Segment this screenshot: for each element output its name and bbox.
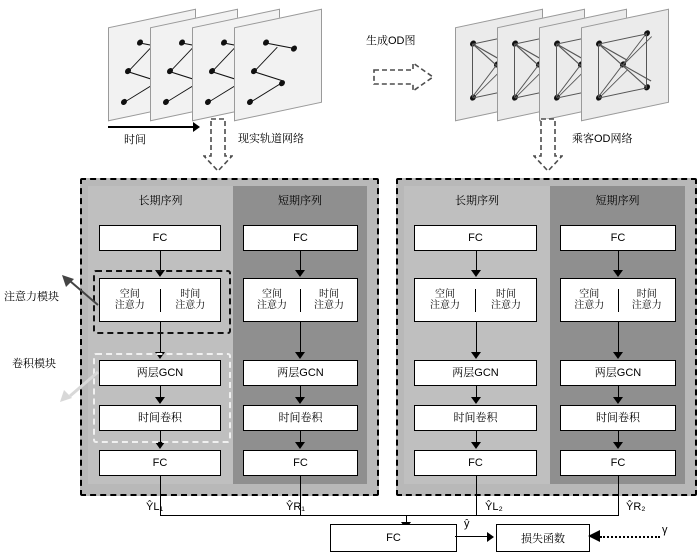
left-short-temporal-attention[interactable]: 时间 注意力 — [314, 288, 344, 311]
left-long-temporal-attention[interactable]: 时间 注意力 — [175, 288, 206, 311]
right-long-temporal-attention[interactable]: 时间 注意力 — [491, 288, 521, 311]
right-short-fc-top[interactable]: FC — [560, 225, 676, 251]
right-short-gcn[interactable]: 两层GCN — [560, 360, 676, 386]
od-plate-4 — [581, 9, 669, 122]
left-long-temporal-conv[interactable]: 时间卷积 — [99, 405, 221, 431]
time-label: 时间 — [124, 134, 146, 146]
right-long-arrow-1 — [471, 270, 481, 277]
od-network-label: 乘客OD网络 — [572, 133, 633, 145]
y-l2-label: ŶL₂ — [485, 501, 503, 513]
left-short-attention[interactable] — [243, 278, 358, 322]
left-long-arrow-3 — [155, 397, 165, 404]
left-long-conn-1 — [160, 251, 161, 271]
fc-to-loss-line — [455, 536, 488, 537]
left-short-spatial-attention[interactable]: 空间 注意力 — [244, 289, 301, 312]
left-short-gcn[interactable]: 两层GCN — [243, 360, 358, 386]
left-long-arrow-1 — [155, 270, 165, 277]
left-long-fc-top[interactable]: FC — [99, 225, 221, 251]
left-short-fc-top[interactable]: FC — [243, 225, 358, 251]
left-short-arrow-2 — [295, 352, 305, 359]
generate-od-label: 生成OD图 — [366, 35, 416, 47]
od-network-down-arrow-icon — [533, 118, 563, 172]
left-long-gcn[interactable]: 两层GCN — [99, 360, 221, 386]
right-short-arrow-3 — [613, 397, 623, 404]
loss-function-box[interactable]: 损失函数 — [496, 524, 590, 552]
bottom-fc-box[interactable]: FC — [330, 524, 457, 552]
left-short-arrow-1 — [295, 270, 305, 277]
merge-bar-left — [160, 515, 406, 516]
left-long-arrow-2 — [155, 352, 165, 359]
right-long-fc-bottom[interactable]: FC — [414, 450, 537, 476]
conv-module-pointer-icon — [58, 368, 100, 404]
right-short-arrow-4 — [613, 442, 623, 449]
right-long-attention[interactable] — [414, 278, 537, 322]
right-short-arrow-2 — [613, 352, 623, 359]
y-r2-drop — [618, 476, 619, 516]
attention-module-pointer-icon — [60, 275, 100, 310]
left-short-conn-1 — [300, 251, 301, 271]
right-long-conn-1 — [476, 251, 477, 271]
left-long-attention[interactable] — [99, 278, 221, 322]
right-long-arrow-3 — [471, 397, 481, 404]
generate-od-arrow-icon — [373, 62, 435, 92]
left-short-fc-bottom[interactable]: FC — [243, 450, 358, 476]
left-short-arrow-3 — [295, 397, 305, 404]
left-long-title: 长期序列 — [138, 195, 183, 207]
right-long-temporal-conv[interactable]: 时间卷积 — [414, 405, 537, 431]
right-short-conn-1 — [618, 251, 619, 271]
right-long-spatial-attention[interactable]: 空间 注意力 — [415, 289, 476, 312]
left-short-temporal-conv[interactable]: 时间卷积 — [243, 405, 358, 431]
y-r2-label: ŶR₂ — [626, 501, 646, 513]
right-long-arrow-2 — [471, 352, 481, 359]
right-long-title: 长期序列 — [455, 195, 499, 207]
right-short-spatial-attention[interactable]: 空间 注意力 — [561, 289, 619, 312]
real-network-label: 现实轨道网络 — [238, 133, 304, 145]
merge-bar-right — [406, 515, 618, 516]
y-hat-label: ŷ — [464, 518, 470, 530]
y-r1-label: ŶR₁ — [286, 501, 305, 513]
conv-module-label: 卷积模块 — [12, 358, 56, 370]
time-arrow-head — [193, 122, 200, 132]
gamma-label: γ — [662, 524, 668, 536]
graph-plate-4 — [234, 9, 322, 122]
right-long-conn-2 — [476, 322, 477, 353]
right-short-temporal-conv[interactable]: 时间卷积 — [560, 405, 676, 431]
fc-to-loss-arrow — [487, 532, 494, 542]
right-short-title: 短期序列 — [595, 195, 640, 207]
left-long-fc-bottom[interactable]: FC — [99, 450, 221, 476]
right-short-temporal-attention[interactable]: 时间 注意力 — [631, 288, 662, 311]
right-short-arrow-1 — [613, 270, 623, 277]
right-long-fc-top[interactable]: FC — [414, 225, 537, 251]
real-network-down-arrow-icon — [203, 118, 233, 172]
right-short-fc-bottom[interactable]: FC — [560, 450, 676, 476]
y-l1-label: ŶL₁ — [146, 501, 164, 513]
gamma-arrow-head-icon — [588, 530, 602, 543]
left-short-conn-2 — [300, 322, 301, 353]
gamma-line — [600, 536, 660, 538]
time-arrow-line — [108, 126, 194, 128]
right-short-attention[interactable] — [560, 278, 676, 322]
right-long-gcn[interactable]: 两层GCN — [414, 360, 537, 386]
attention-module-label: 注意力模块 — [4, 291, 59, 303]
left-short-arrow-4 — [295, 442, 305, 449]
left-long-spatial-attention[interactable]: 空间 注意力 — [100, 289, 161, 312]
right-short-conn-2 — [618, 322, 619, 353]
left-long-conn-2 — [160, 322, 161, 353]
right-long-arrow-4 — [471, 442, 481, 449]
left-long-arrow-4 — [155, 442, 165, 449]
y-l2-drop — [476, 476, 477, 516]
left-short-title: 短期序列 — [278, 195, 322, 207]
